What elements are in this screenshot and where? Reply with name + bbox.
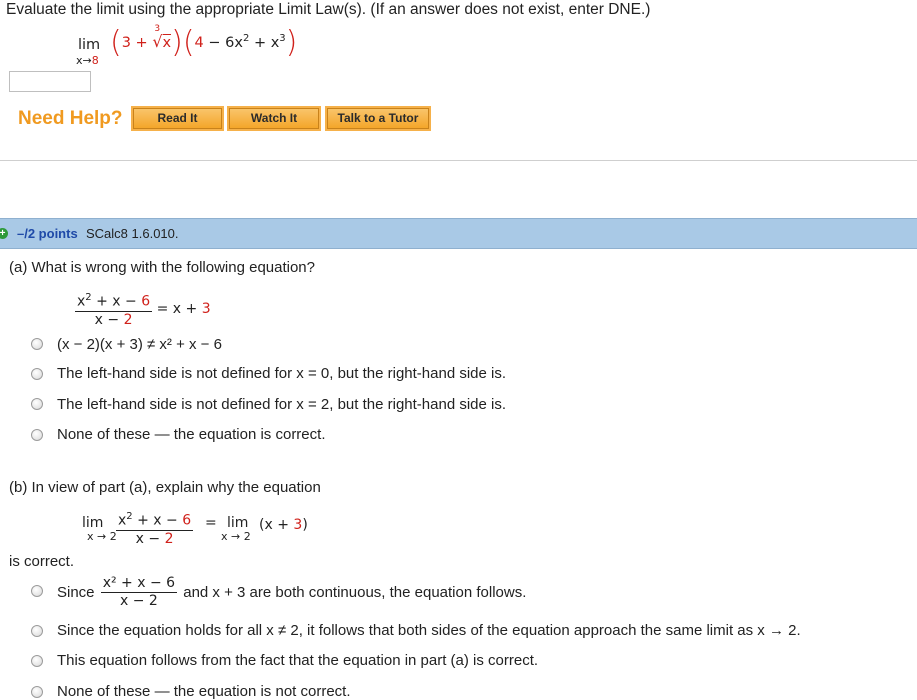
fraction: $\frac{x^2 + x - 6}{x - 2}$ — [75, 289, 152, 329]
radio-option-a2[interactable] — [31, 368, 43, 380]
question-header-bar — [0, 218, 917, 249]
radio-option-b2[interactable] — [31, 625, 43, 637]
question-prompt: Evaluate the limit using the appropriate Limit Law(s). (If an answer does not exist, enter DNE.) — [6, 1, 651, 18]
option-a1-label: (x − 2)(x + 3) ≠ x² + x − 6 — [57, 336, 222, 353]
points-label: –/2 points — [17, 226, 78, 241]
divider — [0, 160, 917, 161]
option-b3-label: This equation follows from the fact that the equation in part (a) is correct. — [57, 652, 539, 669]
watch-it-button[interactable]: Watch It — [229, 108, 319, 129]
lim-subscript: x→8 — [76, 54, 99, 67]
option-a2-label: The left-hand side is not defined for x = 0, but the right-hand side is. — [57, 365, 507, 382]
radio-option-a1[interactable] — [31, 338, 43, 350]
radio-option-a4[interactable] — [31, 429, 43, 441]
is-correct-text: is correct. — [9, 553, 75, 570]
radio-option-b4[interactable] — [31, 686, 43, 698]
option-b2-label: Since the equation holds for all x ≠ 2, it follows that both sides of the equation approach the same limit as x → 2. — [57, 622, 801, 639]
option-b4-label: None of these — the equation is not correct. — [57, 683, 351, 700]
part-a-prompt: (a) What is wrong with the following equation? — [9, 259, 315, 276]
answer-input[interactable] — [9, 71, 91, 92]
limit-body: (3 + 3 $√x)(4 - 6x^2 + x^3)$ — [110, 24, 298, 60]
option-a4-label: None of these — the equation is correct. — [57, 426, 326, 443]
expand-plus-icon[interactable]: + — [0, 228, 8, 239]
fraction: $\frac{\text{x² + x − 6}}{x - 2}$ — [102, 575, 176, 609]
part-a-equation: $\frac{x^2 + x - 6}{x - 2}$ = x + 3 — [75, 289, 211, 329]
root-index: 3 — [154, 24, 161, 34]
read-it-button[interactable]: Read It — [133, 108, 222, 129]
part-b-equation: lim x → 2 $\frac{x^2 + x - 6}{x - 2}$ = lim x → 2 (x + 3) — [82, 508, 342, 544]
radio-option-b1[interactable] — [31, 585, 43, 597]
part-b-prompt: (b) In view of part (a), explain why the equation — [9, 479, 321, 496]
question-code: SCalc8 1.6.010. — [86, 226, 179, 241]
talk-to-tutor-button[interactable]: Talk to a Tutor — [327, 108, 429, 129]
radio-option-b3[interactable] — [31, 655, 43, 667]
need-help-label: Need Help? — [18, 108, 123, 129]
lim-label: lim — [78, 37, 101, 53]
option-b1-label: Since $\frac{\text{x² + x − 6}}{x - 2}$ and x + 3 are both continuous, the equation follows. — [57, 575, 527, 609]
option-a3-label: The left-hand side is not defined for x = 2, but the right-hand side is. — [57, 396, 507, 413]
fraction: $\frac{x^2 + x - 6}{x - 2}$ — [116, 508, 193, 548]
radio-option-a3[interactable] — [31, 398, 43, 410]
